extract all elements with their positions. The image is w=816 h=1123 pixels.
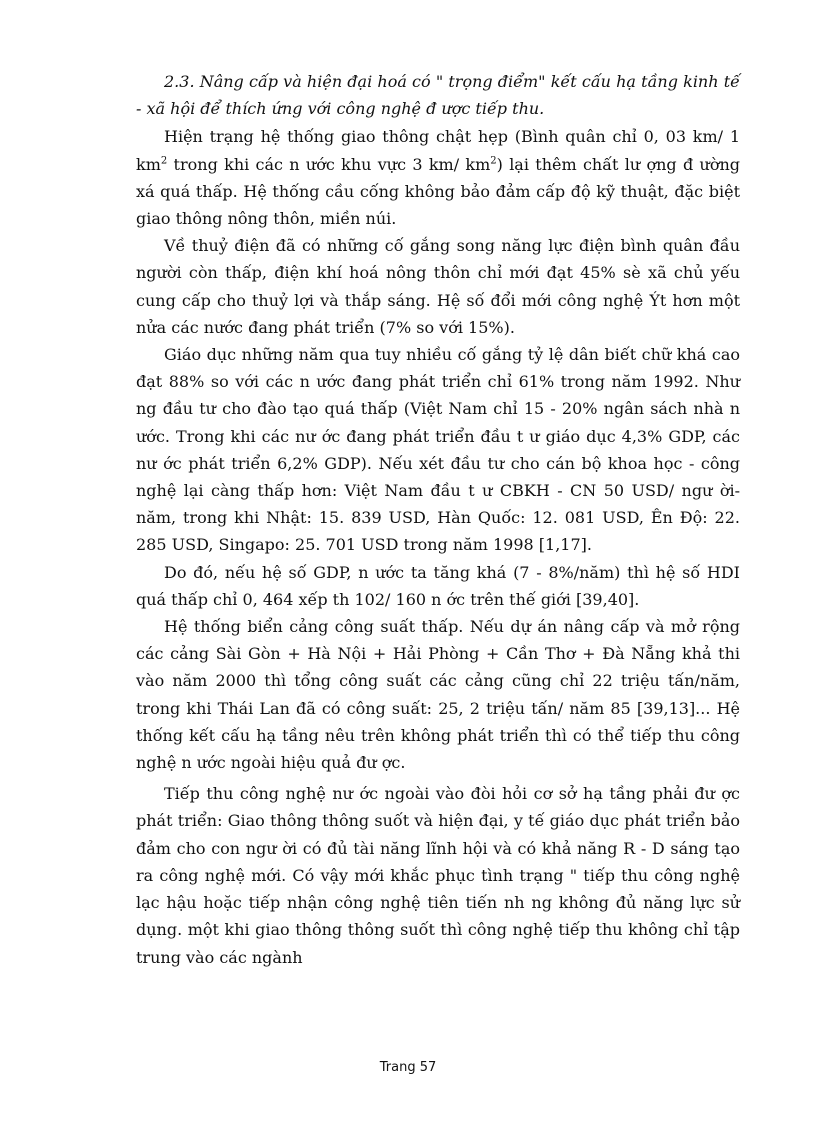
section-heading: 2.3. Nâng cấp và hiện đại hoá có " trọng điểm" kết cấu hạ tầng kinh tế - xã hội để thích ứng với công nghệ đ ược tiếp thu. <box>136 72 740 119</box>
paragraph-infrastructure <box>136 123 740 232</box>
paragraph-seaports: Hệ thống biển cảng công suất thấp. Nếu dự án nâng cấp và mở rộng các cảng Sài Gòn + Hà Nội + Hải Phòng + Cần Thơ + Đà Nẵng khả thi vào năm 2000 thì tổng công suất các cảng cũng chỉ 22 triệu tấn/năm, trong khi Thái Lan đã có công suất: 25, 2 triệu tấn/ năm 85 [39,13]... Hệ thống kết cấu hạ tầng nêu trên không phát triển thì có thể tiếp thu công nghệ n ước ngoài hiệu quả đư ợc. <box>136 617 740 773</box>
paragraph-text: Hiện trạng hệ thống giao thông chật hẹp (Bình quân chỉ 0, 03 km/ 1 km <box>136 127 740 174</box>
paragraph-text: ) lại thêm chất lư ợng đ ường xá quá thấp. Hệ thống cầu cống không bảo đảm cấp độ kỹ thuật, đặc biệt giao thông nông thôn, miền núi. <box>136 154 740 229</box>
paragraph-text: trong khi các n ước khu vực 3 km/ km <box>167 154 491 174</box>
paragraph-education: Giáo dục những năm qua tuy nhiều cố gắng tỷ lệ dân biết chữ khá cao đạt 88% so với các n ước đang phát triển chỉ 61% trong năm 1992. Như ng đầu tư cho đào tạo quá thấp (Việt Nam chỉ 15 - 20% ngân sách nhà n ước. Trong khi các nư ớc đang phát triển đầu t ư giáo dục 4,3% GDP, các nư ớc phát triển 6,2% GDP). Nếu xét đầu tư cho cán bộ khoa học - công nghệ lại càng thấp hơn: Việt Nam đầu t ư CBKH - CN 50 USD/ ngư ời-năm, trong khi Nhật: 15. 839 USD, Hàn Quốc: 12. 081 USD, Ên Độ: 22. 285 USD, Singapo: 25. 701 USD trong năm 1998 [1,17]. <box>136 345 740 555</box>
paragraph-gdp-hdi: Do đó, nếu hệ số GDP, n ước ta tăng khá (7 - 8%/năm) thì hệ số HDI quá thấp chỉ 0, 464 xếp th 102/ 160 n ớc trên thế giới [39,40]. <box>136 562 740 609</box>
page-number: Trang 57 <box>379 1060 437 1075</box>
superscript: 2 <box>160 155 168 167</box>
superscript: 2 <box>490 155 497 167</box>
paragraph-hydropower: Về thuỷ điện đã có những cố gắng song năng lực điện bình quân đầu người còn thấp, điện khí hoá nông thôn chỉ mới đạt 45% sè xã chủ yếu cung cấp cho thuỷ lợi và thắp sáng. Hệ số đổi mới công nghệ Ýt hơn một nửa các nước đang phát triển (7% so với 15%). <box>136 236 740 337</box>
paragraph-technology-transfer: Tiếp thu công nghệ nư ớc ngoài vào đòi hỏi cơ sở hạ tầng phải đư ợc phát triển: Giao thông thông suốt và hiện đại, y tế giáo dục phát triển bảo đảm cho con ngư ời có đủ tài năng lĩnh hội và có khả năng R - D sáng tạo ra công nghệ mới. Có vậy mới khắc phục tình trạng " tiếp thu công nghệ lạc hậu hoặc tiếp nhận công nghệ tiên tiến nh ng không đủ năng lực sử dụng. một khi giao thông thông suốt thì công nghệ tiếp thu không chỉ tập trung vào các ngành <box>136 784 740 967</box>
document-body <box>136 68 740 971</box>
